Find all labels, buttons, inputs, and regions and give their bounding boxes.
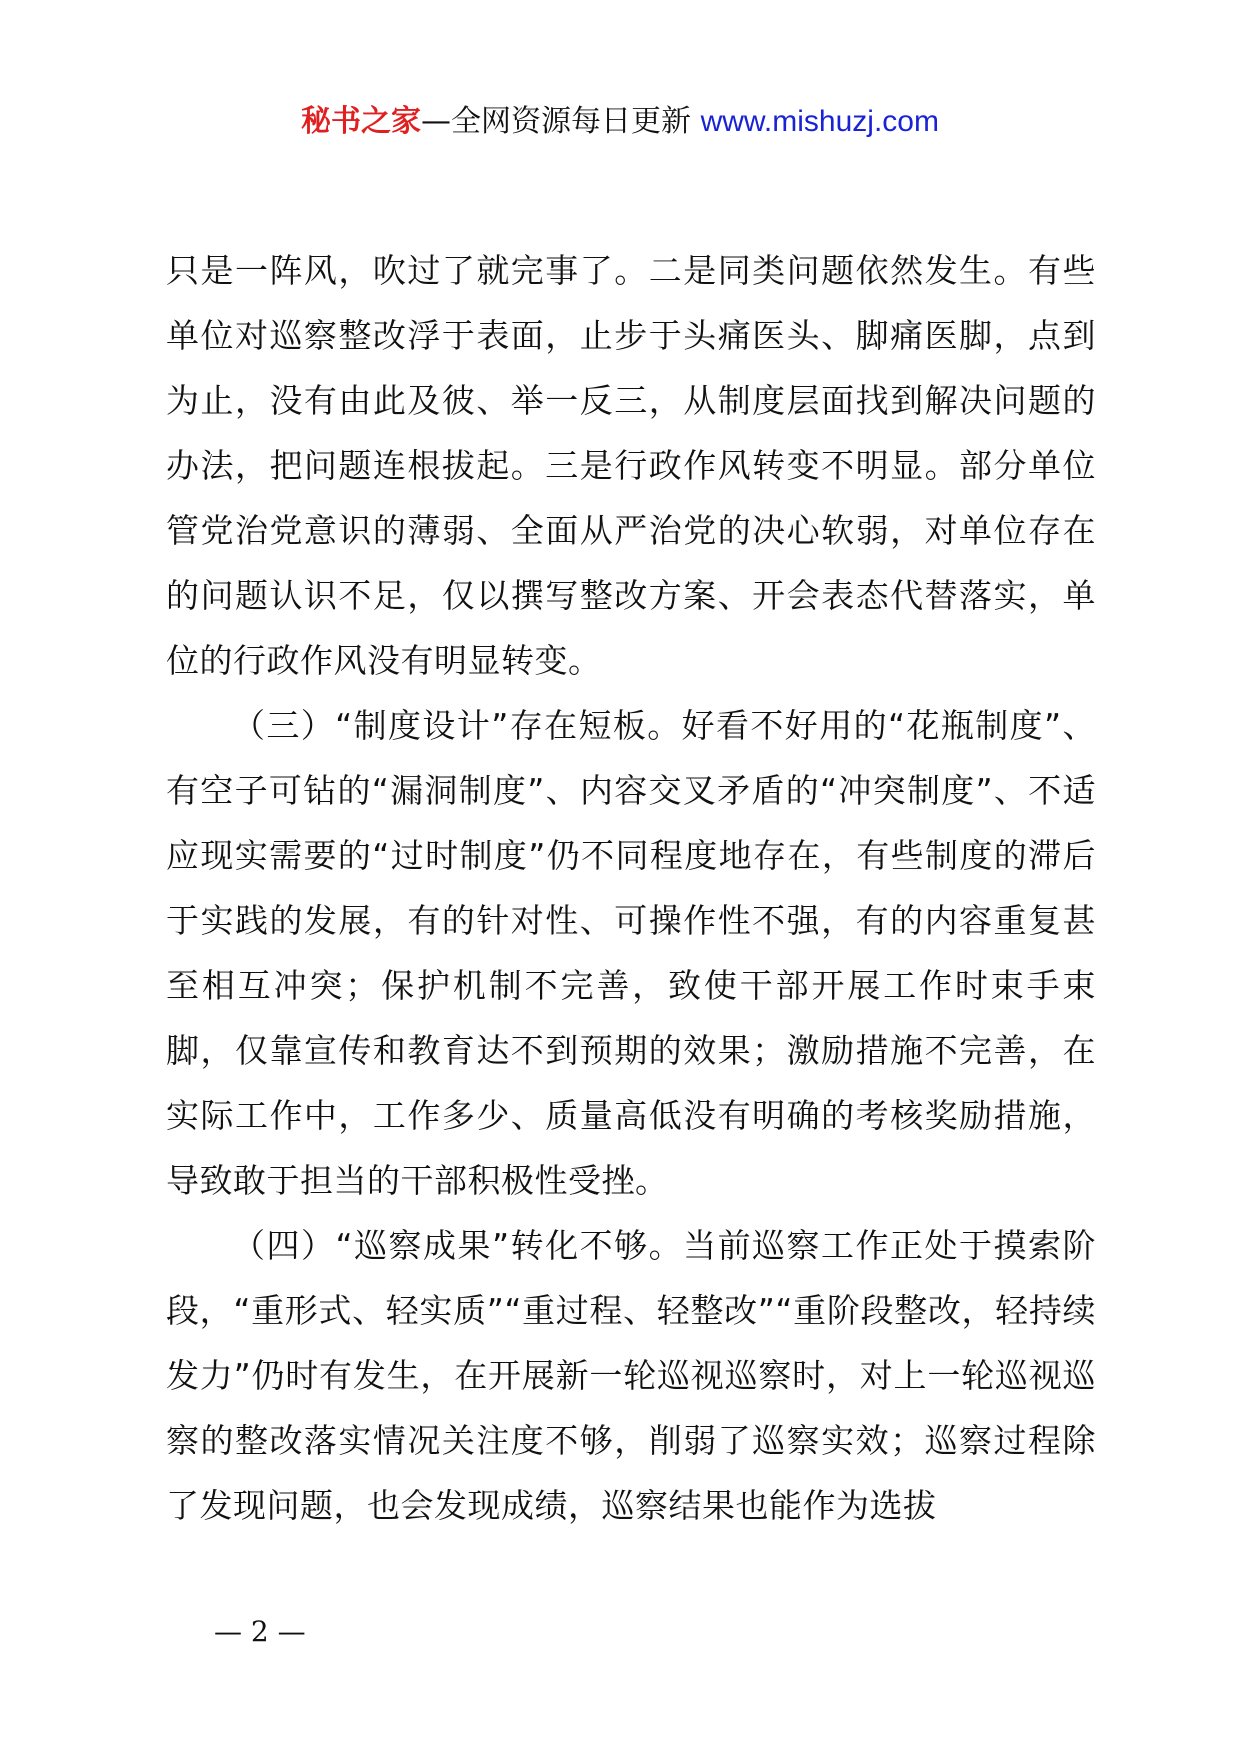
paragraph-section-four: （四）“巡察成果”转化不够。当前巡察工作正处于摸索阶段，“重形式、轻实质”“重过程、轻整改”“重阶段整改，轻持续发力”仍时有发生，在开展新一轮巡视巡察时，对上一轮巡视巡察的整改落实情况关注度不够，削弱了巡察实效；巡察过程除了发现问题，也会发现成绩，巡察结果也能作为选拔 xyxy=(166,1226,1096,1525)
paragraph-continuation: 只是一阵风，吹过了就完事了。二是同类问题依然发生。有些单位对巡察整改浮于表面，止步于头痛医头、脚痛医脚，点到为止，没有由此及彼、举一反三，从制度层面找到解决问题的办法，把问题连根拔起。三是行政作风转变不明显。部分单位管党治党意识的薄弱、全面从严治党的决心软弱，对单位存在的问题认识不足，仅以撰写整改方案、开会表态代替落实，单位的行政作风没有明显转变。 xyxy=(166,251,1096,680)
page-number: — 2 — xyxy=(214,1615,306,1648)
brand-name: 秘书之家 xyxy=(301,104,422,139)
paragraph-section-three: （三）“制度设计”存在短板。好看不好用的“花瓶制度”、有空子可钻的“漏洞制度”、内容交叉矛盾的“冲突制度”、不适应现实需要的“过时制度”仍不同程度地存在，有些制度的滞后于实践的发展，有的针对性、可操作性不强，有的内容重复甚至相互冲突；保护机制不完善，致使干部开展工作时束手束脚，仅靠宣传和教育达不到预期的效果；激励措施不完善，在实际工作中，工作多少、质量高低没有明确的考核奖励措施，导致敢于担当的干部积极性受挫。 xyxy=(166,706,1096,1200)
header-slogan: —全网资源每日更新 xyxy=(421,104,701,139)
site-url-link[interactable]: www.mishuzj.com xyxy=(700,105,939,138)
document-body xyxy=(166,238,1096,1538)
site-header xyxy=(0,100,1240,144)
